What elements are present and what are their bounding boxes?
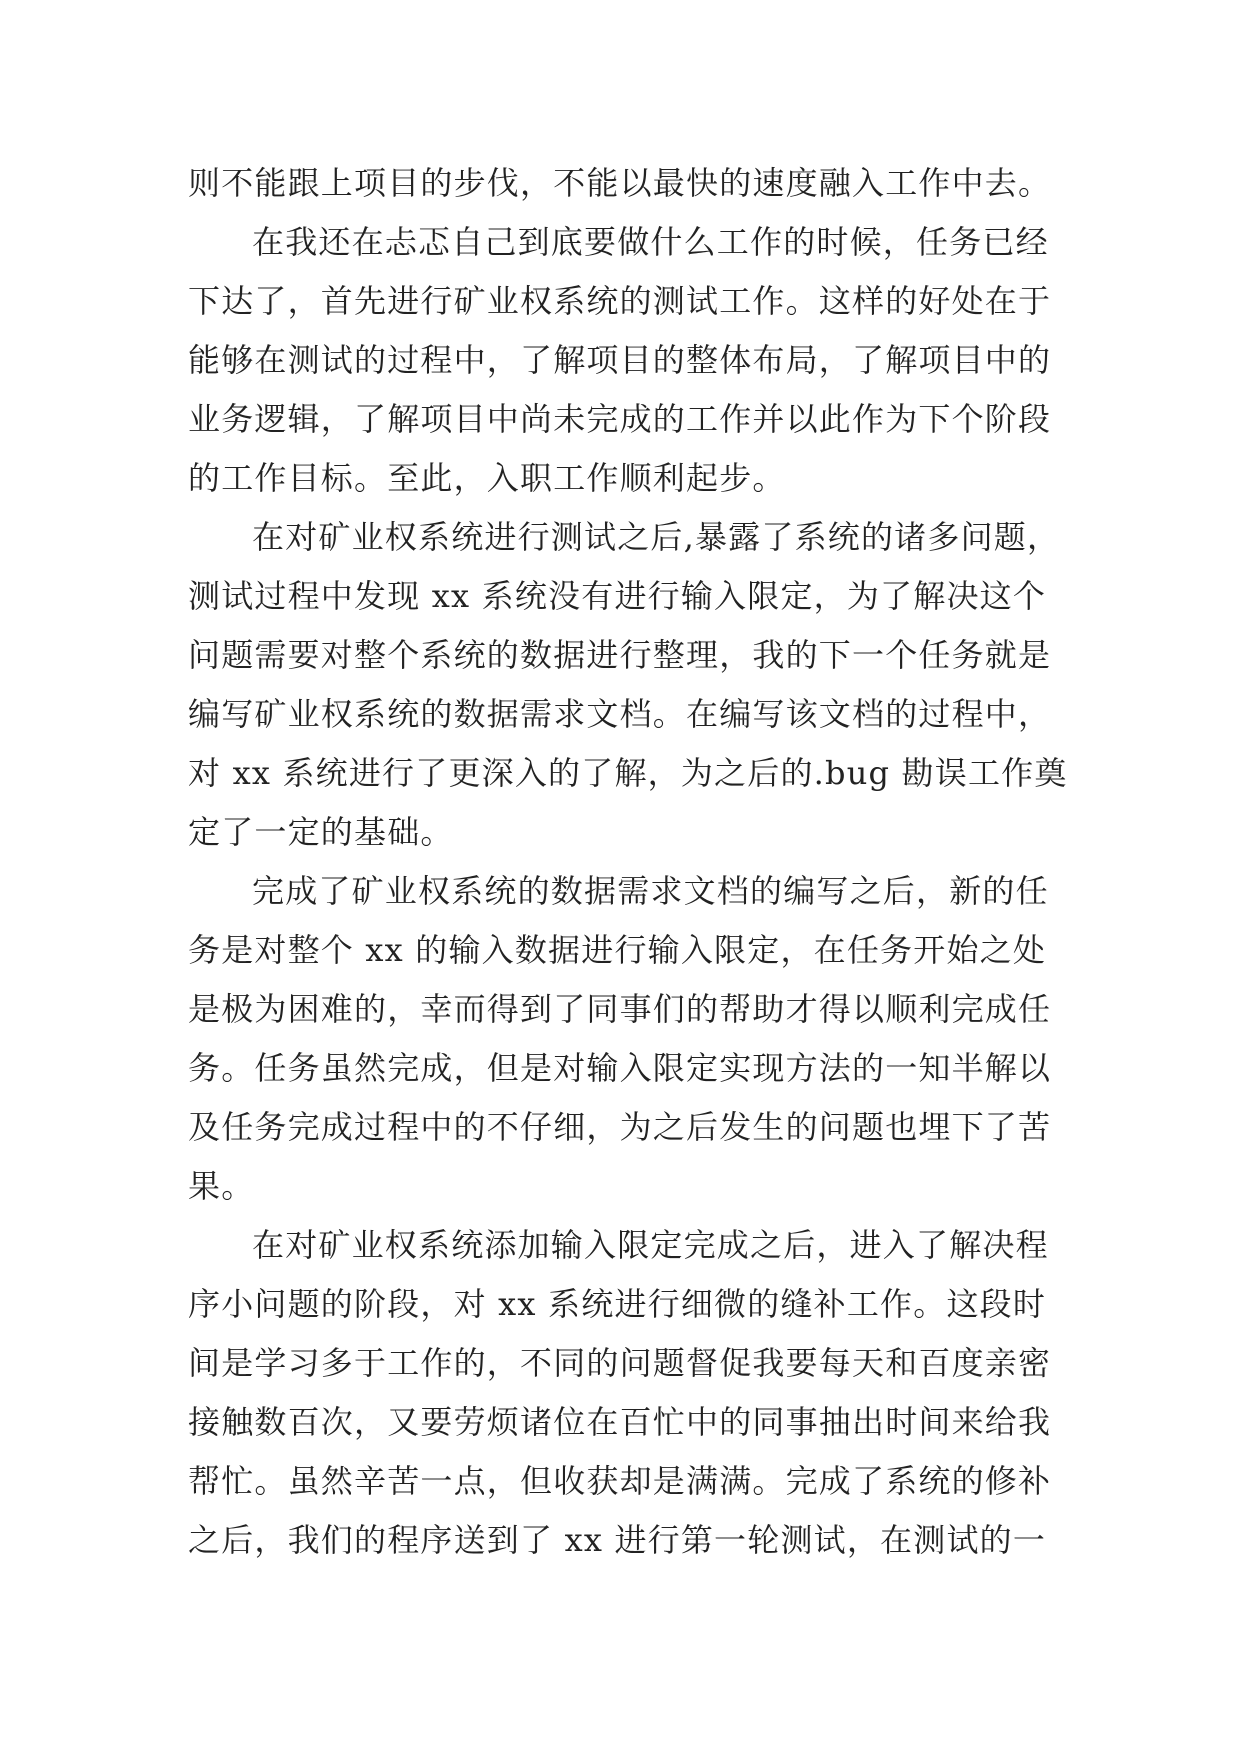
text-line: 之后，我们的程序送到了 xx 进行第一轮测试，在测试的一 — [188, 1521, 1047, 1559]
text-line: 下达了，首先进行矿业权系统的测试工作。这样的好处在于 — [188, 282, 1052, 320]
text-line: 及任务完成过程中的不仔细，为之后发生的问题也埋下了苦 — [188, 1108, 1052, 1146]
text-line: 务。任务虽然完成，但是对输入限定实现方法的一知半解以 — [188, 1049, 1052, 1087]
text-line: 果。 — [188, 1167, 255, 1205]
text-line: 务是对整个 xx 的输入数据进行输入限定，在任务开始之处 — [188, 931, 1047, 969]
text-line: 问题需要对整个系统的数据进行整理，我的下一个任务就是 — [188, 636, 1052, 674]
text-line: 的工作目标。至此，入职工作顺利起步。 — [188, 459, 786, 497]
text-line: 测试过程中发现 xx 系统没有进行输入限定，为了解决这个 — [188, 577, 1047, 615]
text-line: 定了一定的基础。 — [188, 813, 454, 851]
paragraph-first-line: 在我还在忐忑自己到底要做什么工作的时候，任务已经 — [252, 223, 1049, 261]
text-line: 业务逻辑，了解项目中尚未完成的工作并以此作为下个阶段 — [188, 400, 1052, 438]
text-line: 序小问题的阶段，对 xx 系统进行细微的缝补工作。这段时 — [188, 1285, 1047, 1323]
paragraph-first-line: 在对矿业权系统进行测试之后,暴露了系统的诸多问题， — [252, 518, 1061, 556]
text-line: 对 xx 系统进行了更深入的了解，为之后的.bug 勘误工作奠 — [188, 754, 1068, 792]
text-line: 帮忙。虽然辛苦一点，但收获却是满满。完成了系统的修补 — [188, 1462, 1052, 1500]
text-line: 是极为困难的，幸而得到了同事们的帮助才得以顺利完成任 — [188, 990, 1052, 1028]
paragraph-first-line: 完成了矿业权系统的数据需求文档的编写之后，新的任 — [252, 872, 1049, 910]
text-line: 接触数百次，又要劳烦诸位在百忙中的同事抽出时间来给我 — [188, 1403, 1052, 1441]
text-line: 则不能跟上项目的步伐，不能以最快的速度融入工作中去。 — [188, 164, 1052, 202]
text-line: 间是学习多于工作的，不同的问题督促我要每天和百度亲密 — [188, 1344, 1052, 1382]
body-text — [188, 154, 1068, 1570]
paragraph-first-line: 在对矿业权系统添加输入限定完成之后，进入了解决程 — [252, 1226, 1049, 1264]
text-line: 编写矿业权系统的数据需求文档。在编写该文档的过程中， — [188, 695, 1052, 733]
text-line: 能够在测试的过程中，了解项目的整体布局，了解项目中的 — [188, 341, 1052, 379]
